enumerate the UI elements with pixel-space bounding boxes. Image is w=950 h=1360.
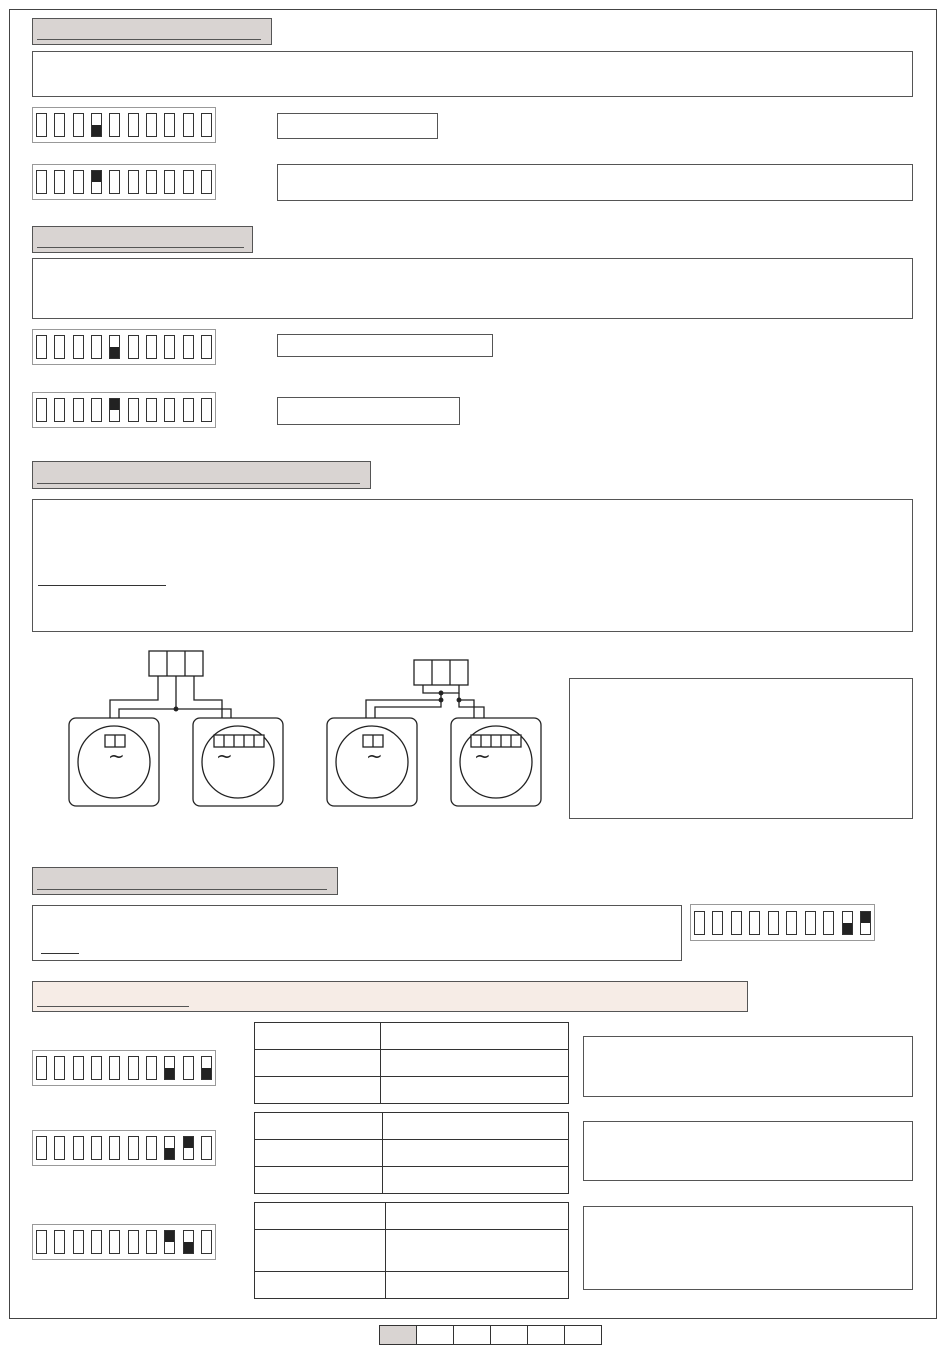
dip-switch-toggle	[201, 113, 212, 137]
dip-switch-toggle	[201, 398, 212, 422]
dip-switch-knob	[165, 1231, 174, 1242]
dip-switch-toggle	[201, 335, 212, 359]
setting-1-note	[583, 1036, 913, 1097]
dip-switch-toggle	[749, 911, 760, 935]
dip-switch-toggle	[36, 170, 47, 194]
dip-switch-toggle	[54, 335, 65, 359]
dip-switch-toggle	[73, 335, 84, 359]
dip-switch-toggle	[183, 1056, 194, 1080]
dip-switch-toggle	[36, 1230, 47, 1254]
dip-switch-toggle	[128, 1136, 139, 1160]
wiring-notes	[569, 678, 913, 819]
dip-switch-toggle	[36, 1056, 47, 1080]
dip-switch-toggle	[91, 1136, 102, 1160]
section-4-heading	[32, 867, 338, 895]
dip-switch-toggle	[54, 113, 65, 137]
wiring-diagram	[0, 645, 560, 820]
wiring-diagram-right	[327, 660, 541, 806]
dip-switch-toggle	[183, 1136, 194, 1160]
page-tab[interactable]	[564, 1325, 602, 1345]
dip-switch-s1b	[32, 164, 216, 200]
connector-block	[414, 660, 468, 685]
section-3-subheading-rule	[38, 585, 166, 586]
dip-switch-s5b	[32, 1130, 216, 1166]
ac-symbol: ~	[474, 744, 491, 768]
dip-switch-toggle	[694, 911, 705, 935]
dip-switch-toggle	[54, 1056, 65, 1080]
dip-switch-s5a	[32, 1050, 216, 1086]
dip-switch-toggle	[146, 113, 157, 137]
socket-unit	[193, 718, 283, 806]
section-3-heading	[32, 461, 371, 489]
dip-switch-toggle	[128, 1230, 139, 1254]
dip-switch-toggle	[54, 1230, 65, 1254]
dip-switch-toggle	[842, 911, 853, 935]
dip-switch-toggle	[164, 1056, 175, 1080]
dip-switch-knob	[184, 1137, 193, 1148]
section-4-description	[32, 905, 682, 961]
dip-s2a-label	[277, 334, 493, 357]
dip-switch-toggle	[146, 1136, 157, 1160]
dip-switch-toggle	[128, 113, 139, 137]
section-1-description	[32, 51, 913, 97]
dip-switch-toggle	[54, 398, 65, 422]
dip-switch-toggle	[146, 1056, 157, 1080]
dip-switch-toggle	[109, 1136, 120, 1160]
settings-table-2	[254, 1112, 569, 1194]
dip-switch-toggle	[183, 398, 194, 422]
section-3-description	[32, 499, 913, 632]
dip-switch-toggle	[164, 170, 175, 194]
dip-switch-toggle	[73, 398, 84, 422]
dip-switch-toggle	[73, 1136, 84, 1160]
dip-switch-toggle	[823, 911, 834, 935]
dip-switch-toggle	[109, 398, 120, 422]
dip-switch-toggle	[36, 1136, 47, 1160]
ac-symbol: ~	[366, 744, 383, 768]
section-2-description	[32, 258, 913, 319]
dip-switch-s1a	[32, 107, 216, 143]
dip-switch-toggle	[36, 398, 47, 422]
dip-switch-toggle	[146, 1230, 157, 1254]
dip-switch-toggle	[91, 1056, 102, 1080]
dip-switch-toggle	[768, 911, 779, 935]
dip-switch-toggle	[91, 1230, 102, 1254]
dip-switch-toggle	[201, 170, 212, 194]
dip-switch-toggle	[36, 113, 47, 137]
dip-switch-knob	[861, 912, 870, 923]
connector-block	[149, 651, 203, 676]
page-tab[interactable]	[416, 1325, 454, 1345]
dip-switch-toggle	[183, 1230, 194, 1254]
dip-switch-s5c	[32, 1224, 216, 1260]
dip-switch-toggle	[91, 170, 102, 194]
page-tab[interactable]	[453, 1325, 491, 1345]
page-tab[interactable]	[490, 1325, 528, 1345]
dip-switch-toggle	[183, 170, 194, 194]
dip-switch-toggle	[201, 1056, 212, 1080]
dip-switch-toggle	[91, 113, 102, 137]
dip-switch-toggle	[860, 911, 871, 935]
dip-switch-toggle	[73, 1230, 84, 1254]
dip-switch-toggle	[73, 170, 84, 194]
dip-switch-toggle	[201, 1136, 212, 1160]
dip-switch-knob	[843, 923, 852, 934]
ac-symbol: ~	[216, 744, 233, 768]
dip-switch-toggle	[54, 170, 65, 194]
dip-switch-toggle	[128, 1056, 139, 1080]
setting-2-note	[583, 1121, 913, 1181]
dip-switch-toggle	[164, 335, 175, 359]
dip-switch-toggle	[128, 335, 139, 359]
dip-switch-toggle	[54, 1136, 65, 1160]
dip-switch-toggle	[183, 113, 194, 137]
setting-3-note	[583, 1206, 913, 1290]
dip-switch-toggle	[109, 1056, 120, 1080]
dip-switch-toggle	[805, 911, 816, 935]
page-tabs	[380, 1325, 602, 1345]
wiring-diagram-left	[69, 651, 283, 806]
dip-s1a-label	[277, 113, 438, 139]
ac-symbol: ~	[108, 744, 125, 768]
dip-switch-toggle	[146, 170, 157, 194]
dip-switch-toggle	[164, 113, 175, 137]
dip-switch-toggle	[91, 335, 102, 359]
dip-switch-knob	[202, 1068, 211, 1079]
section-4-short-rule	[41, 953, 79, 954]
socket-unit	[451, 718, 541, 806]
dip-switch-toggle	[164, 1230, 175, 1254]
dip-switch-knob	[110, 347, 119, 358]
section-1-heading	[32, 18, 272, 45]
section-5-heading	[32, 981, 748, 1012]
dip-switch-knob	[110, 399, 119, 410]
dip-switch-toggle	[712, 911, 723, 935]
dip-switch-knob	[92, 125, 101, 136]
dip-switch-s2a	[32, 329, 216, 365]
dip-s1b-label	[277, 164, 913, 201]
dip-switch-knob	[165, 1148, 174, 1159]
dip-switch-s2b	[32, 392, 216, 428]
dip-switch-knob	[184, 1242, 193, 1253]
dip-switch-toggle	[201, 1230, 212, 1254]
dip-switch-toggle	[786, 911, 797, 935]
settings-table-3	[254, 1202, 569, 1299]
dip-s2b-label	[277, 397, 460, 425]
dip-switch-toggle	[146, 335, 157, 359]
dip-switch-knob	[165, 1068, 174, 1079]
dip-switch-toggle	[183, 335, 194, 359]
dip-switch-toggle	[128, 170, 139, 194]
dip-switch-toggle	[164, 1136, 175, 1160]
section-2-heading	[32, 226, 253, 253]
dip-switch-toggle	[109, 1230, 120, 1254]
dip-switch-s4	[690, 904, 875, 941]
dip-switch-toggle	[128, 398, 139, 422]
page-tab[interactable]	[379, 1325, 417, 1345]
dip-switch-toggle	[146, 398, 157, 422]
dip-switch-toggle	[109, 335, 120, 359]
dip-switch-toggle	[91, 398, 102, 422]
dip-switch-toggle	[73, 113, 84, 137]
dip-switch-knob	[92, 171, 101, 182]
settings-table-1	[254, 1022, 569, 1104]
dip-switch-toggle	[164, 398, 175, 422]
dip-switch-toggle	[109, 113, 120, 137]
page-tab[interactable]	[527, 1325, 565, 1345]
dip-switch-toggle	[731, 911, 742, 935]
dip-switch-toggle	[73, 1056, 84, 1080]
dip-switch-toggle	[36, 335, 47, 359]
dip-switch-toggle	[109, 170, 120, 194]
